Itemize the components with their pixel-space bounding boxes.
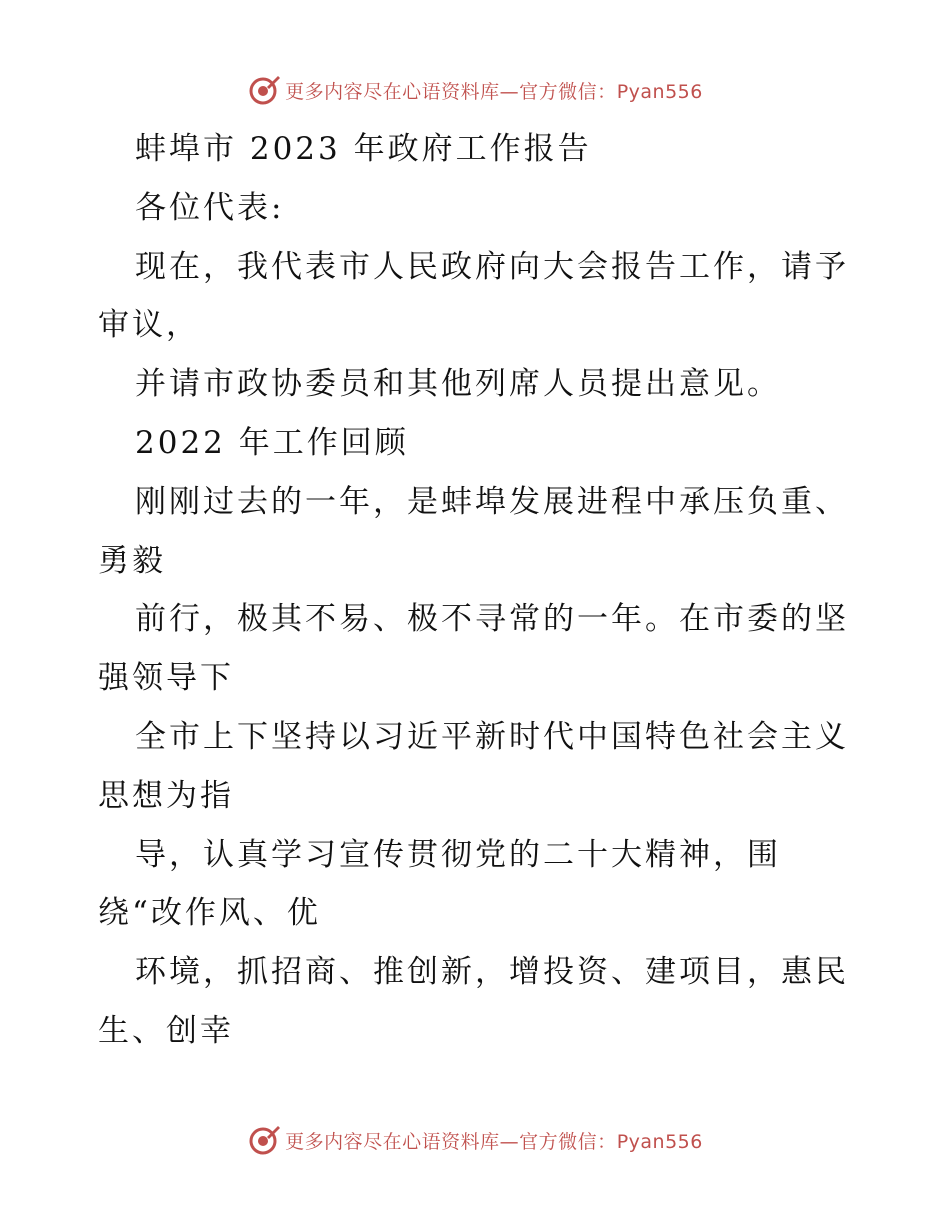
paragraph-line: 全市上下坚持以习近平新时代中国特色社会主义: [135, 718, 849, 755]
salutation: 各位代表:: [135, 189, 285, 226]
watermark-text: 更多内容尽在心语资料库—官方微信：Pyan556: [285, 1130, 703, 1153]
paragraph-line: 并请市政协委员和其他列席人员提出意见。: [135, 366, 781, 403]
paragraph-line: 勇毅: [98, 542, 166, 579]
paragraph-line: 前行，极其不易、极不寻常的一年。在市委的坚: [135, 601, 849, 638]
paragraph-line: 导，认真学习宣传贯彻党的二十大精神，围: [135, 836, 781, 873]
paragraph-line: 环境，抓招商、推创新，增投资、建项目，惠民: [135, 954, 849, 991]
paragraph-line: 审议，: [98, 307, 200, 344]
pen-logo-icon: [247, 73, 281, 107]
pen-logo-icon: [247, 1123, 281, 1157]
watermark-banner-top: [0, 70, 950, 110]
paragraph-line: 生、创幸: [98, 1012, 234, 1049]
paragraph-line: 绕“改作风、优: [98, 895, 321, 932]
paragraph-line: 现在，我代表市人民政府向大会报告工作，请予: [135, 248, 849, 285]
watermark-banner-bottom: [0, 1120, 950, 1160]
document-title: 蚌埠市 2023 年政府工作报告: [135, 131, 592, 167]
document-body: [98, 120, 858, 1061]
paragraph-line: 刚刚过去的一年，是蚌埠发展进程中承压负重、: [135, 483, 849, 520]
section-heading: 2022 年工作回顾: [135, 424, 409, 461]
watermark-text: 更多内容尽在心语资料库—官方微信：Pyan556: [285, 80, 703, 103]
paragraph-line: 强领导下: [98, 660, 234, 697]
paragraph-line: 思想为指: [98, 777, 234, 814]
